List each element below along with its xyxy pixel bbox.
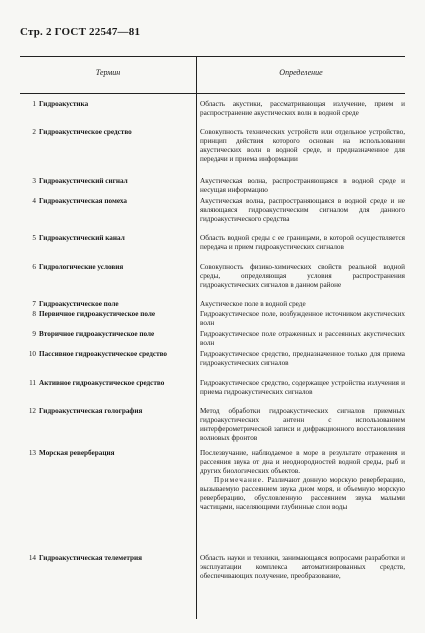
definition-cell: Гидроакустическое поле отраженных и рассеянных акустических волн xyxy=(200,330,405,347)
page-header: Стр. 2 ГОСТ 22547—81 xyxy=(20,26,141,38)
definition-cell: Акустическое поле в водной среде xyxy=(200,300,306,308)
term-text: Гидроакустическое поле xyxy=(39,300,119,308)
term-number: 8 xyxy=(32,310,36,318)
term-cell xyxy=(20,350,192,359)
term-cell xyxy=(20,449,192,458)
column-header-row xyxy=(20,57,405,94)
term-number: 5 xyxy=(32,234,36,242)
column-divider xyxy=(196,57,197,619)
definition-text: Послезвучание, наблюдаемое в море в результате отражения и рассеяния звука от дна и неоднородностей водной среды, рыб и других биологических объектов. xyxy=(200,449,405,475)
term-cell xyxy=(20,379,192,388)
term-number: 13 xyxy=(28,449,36,457)
definition-column-header: Определение xyxy=(279,68,323,77)
term-cell xyxy=(20,330,192,339)
term-text: Гидроакустическая голография xyxy=(39,407,143,415)
definition-cell: Область акустики, рассматривающая излучение, прием и распространение акустических волн в водной среде xyxy=(200,100,405,117)
note-text: Различают донную морскую реверберацию, вызываемую рассеянием звука дном моря, и объемную морскую реверберацию, обусловленную рассеянием звука малыми частицами, населяющими глубинные слои воды xyxy=(200,476,405,511)
terms-table xyxy=(20,56,405,619)
term-text: Гидроакустический канал xyxy=(39,234,125,242)
definition-cell xyxy=(200,449,405,512)
definition-cell: Гидроакустическое поле, возбужденное источником акустических волн xyxy=(200,310,405,327)
term-number: 9 xyxy=(32,330,36,338)
term-cell xyxy=(20,128,192,137)
term-text: Пассивное гидроакустическое средство xyxy=(39,350,168,358)
term-text: Гидроакустика xyxy=(39,100,89,108)
term-text: Гидроакустическое средство xyxy=(39,128,132,136)
definition-cell: Акустическая волна, распространяющаяся в водной среде и несущая информацию xyxy=(200,177,405,194)
definition-cell: Гидроакустическое средство, содержащее устройства излучения и приема гидроакустических сигналов xyxy=(200,379,405,396)
term-cell xyxy=(20,263,192,272)
definition-cell: Гидроакустическое средство, предназначенное только для приема гидроакустических сигналов xyxy=(200,350,405,367)
term-text: Гидроакустический сигнал xyxy=(39,177,128,185)
term-number: 2 xyxy=(32,128,36,136)
definition-cell: Область науки и техники, занимающаяся вопросами разработки и эксплуатации комплекса автоматизированных средств, обеспечивающих получение, преобразование, xyxy=(200,554,405,580)
term-text: Гидроакустическая помеха xyxy=(39,197,127,205)
term-number: 3 xyxy=(32,177,36,185)
term-number: 14 xyxy=(28,554,36,562)
term-number: 1 xyxy=(32,100,36,108)
term-cell xyxy=(20,407,192,416)
term-column-header: Термин xyxy=(95,68,121,77)
term-number: 4 xyxy=(32,197,36,205)
definition-cell: Акустическая волна, распространяющаяся в водной среде и не являющаяся гидроакустическим сигналом для данного гидроакустического средства xyxy=(200,197,405,223)
term-text: Первичное гидроакустическое поле xyxy=(39,310,156,318)
term-text: Гидрологические условия xyxy=(39,263,124,271)
term-text: Морская реверберация xyxy=(39,449,115,457)
note xyxy=(200,476,405,512)
term-text: Вторичное гидроакустическое поле xyxy=(39,330,155,338)
term-number: 12 xyxy=(28,407,36,415)
term-cell xyxy=(20,234,192,243)
note-label: Примечание. xyxy=(214,476,265,484)
term-number: 6 xyxy=(32,263,36,271)
term-number: 7 xyxy=(32,300,36,308)
term-text: Активное гидроакустическое средство xyxy=(39,379,165,387)
term-cell xyxy=(20,310,192,319)
definition-cell: Метод обработки гидроакустических сигналов приемных гидроакустических антенн с использованием интерферометрической записи и дифракционного восстановления волновых фронтов xyxy=(200,407,405,442)
term-number: 10 xyxy=(28,350,36,358)
term-cell xyxy=(20,554,192,563)
term-cell xyxy=(20,100,192,109)
definition-cell: Совокупность технических устройств или отдельное устройство, принцип действия которого основан на использовании акустических волн в водной среде, и предназначенное для передачи и приема информации xyxy=(200,128,405,163)
definition-cell: Область водной среды с ее границами, в которой осуществляется передача и прием гидроакустических сигналов xyxy=(200,234,405,251)
term-text: Гидроакустическая телеметрия xyxy=(39,554,143,562)
definition-cell: Совокупность физико-химических свойств реальной водной среды, определяющая условия распространения гидроакустических сигналов в данном районе xyxy=(200,263,405,289)
term-cell xyxy=(20,177,192,186)
term-number: 11 xyxy=(29,379,36,387)
term-cell xyxy=(20,197,192,206)
term-cell xyxy=(20,300,192,309)
